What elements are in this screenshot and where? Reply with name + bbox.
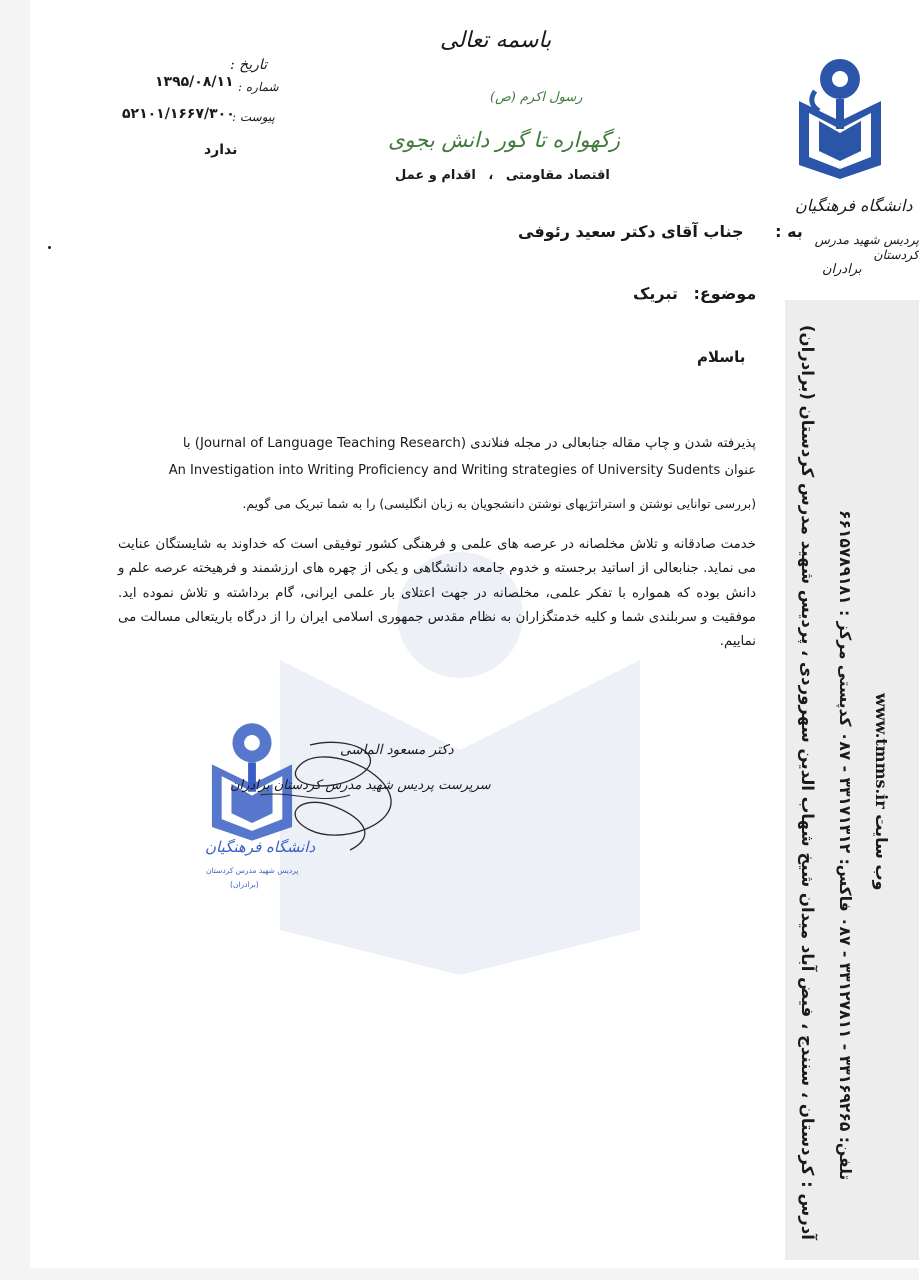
logo-brothers: برادران	[822, 262, 862, 277]
footer-phone-fax: تلفن: ۳۳۱۶۹۲۶۵ - ۳۳۱۲۷۸۱۱ - ۰۸۷ فاکس: ۳۳۱۷۱۳۱۲ - ۰۸۷ کدپستی مرکز : ۶۶۱۵۷۸۹۱۸۱	[836, 509, 854, 1180]
recipient-line	[518, 222, 803, 241]
stamp-brothers: (برادران)	[230, 880, 259, 889]
p1-title-label: عنوان	[724, 463, 756, 478]
prophet-quote-source: رسول اکرم (ص)	[490, 90, 583, 105]
stamp-university-name: دانشگاه فرهنگیان	[205, 838, 316, 856]
basmala: باسمه تعالی	[440, 28, 552, 53]
stamp-campus-name: پردیس شهید مدرس کردستان	[206, 866, 299, 875]
paragraph-1-line-2	[118, 459, 756, 483]
attachment-label: پیوست :	[232, 110, 275, 124]
footer-address: آدرس : کردستان ، سنندج ، فیض آباد میدان شیخ شهاب الدین سهروردی ، پردیس شهید مدرس کردستان (برادران)	[798, 325, 817, 1240]
subject-line	[633, 284, 756, 303]
logo-campus-name: پردیس شهید مدرس کردستان	[814, 232, 919, 262]
cradle-to-grave-quote: زگهواره تا گور دانش بجوی	[388, 128, 621, 152]
signer-title: سرپرست پردیس شهید مدرس کردستان برادران	[230, 778, 491, 793]
date-value: ۱۳۹۵/۰۸/۱۱	[155, 74, 234, 90]
website-url[interactable]: www.tmms.ir	[872, 692, 891, 809]
university-logo-icon	[795, 55, 885, 180]
journal-name: Journal of Language Teaching Research	[199, 436, 461, 451]
signer-name: دکتر مسعود الماسی	[340, 742, 454, 758]
subject-value: تبریک	[633, 284, 678, 303]
number-label: شماره :	[238, 80, 279, 94]
website-label: وب سایت	[872, 813, 891, 890]
motto-b: اقدام و عمل	[395, 168, 476, 183]
motto-sep: ،	[488, 168, 494, 183]
to-value: جناب آقای دکتر سعید رئوفی	[518, 222, 744, 241]
number-value: ۵۲۱۰۱/۱۶۶۷/۳۰۰	[122, 106, 235, 122]
greeting: باسلام	[697, 348, 746, 366]
handwritten-signature	[240, 735, 430, 855]
subject-label: موضوع:	[693, 284, 757, 303]
footer-website	[872, 650, 891, 890]
article-title: An Investigation into Writing Proficiency and Writing strategies of University Sudents	[168, 463, 721, 478]
paragraph-1-line-1	[118, 432, 756, 456]
logo-university-name: دانشگاه فرهنگیان	[795, 196, 913, 215]
paragraph-2: خدمت صادقانه و تلاش مخلصانه در عرصه های علمی و فرهنگی کشور توفیقی است که خداوند به شایستگان عنایت می نماید. جنابعالی از اساتید برجسته و خدوم جامعه دانشگاهی و یکی از چهره های ارزشمند و فرهیخته عرصه علم و دانش بوده که همواره با تفکر علمی، مخلصانه در جهت اعتلای بار علمی ایرانی، گام برداشته و تلاش نموده اید. موفقیت و سربلندی شما و کلیه خدمتگزاران به نظام مقدس جمهوری اسلامی ایران را از درگاه باریتعالی مسالت می نماییم.	[118, 537, 756, 650]
stray-dot	[48, 246, 51, 249]
motto-a: اقتصاد مقاومتی	[505, 168, 610, 183]
p1-text-a: پذیرفته شدن و چاپ مقاله جنابعالی در مجله فنلاندی (	[460, 436, 756, 451]
motto	[395, 168, 610, 183]
attachment-value: ندارد	[204, 142, 238, 158]
date-label: تاریخ :	[230, 57, 268, 73]
p1-text-b: ) با	[182, 436, 200, 451]
paragraph-1-line-3: (بررسی توانایی نوشتن و استراتژیهای نوشتن دانشجویان به زبان انگلیسی) را به شما تبریک می گویم.	[242, 497, 756, 511]
to-label: به :	[775, 222, 803, 241]
